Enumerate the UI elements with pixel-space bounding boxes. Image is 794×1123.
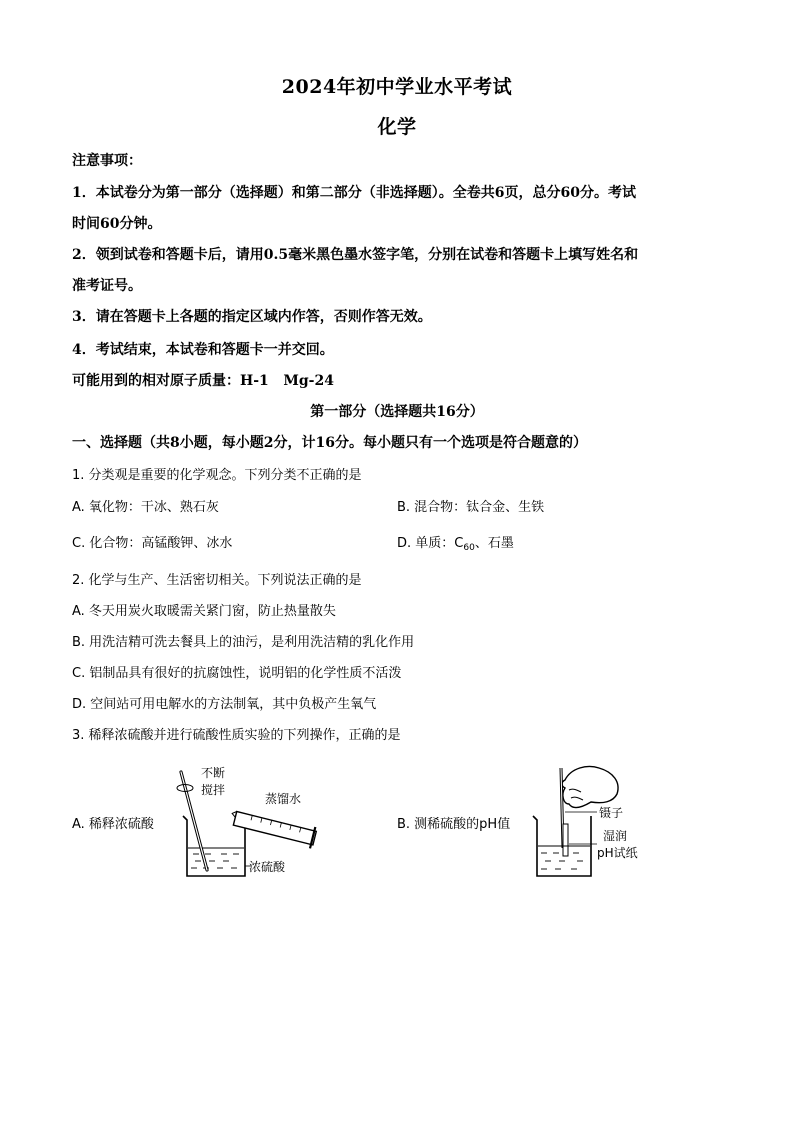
label-stir-1: 不断 bbox=[201, 766, 226, 780]
q2-option-c[interactable]: C. 铝制品具有很好的抗腐蚀性，说明铝的化学性质不活泼 bbox=[72, 666, 402, 681]
ph-paper bbox=[563, 824, 568, 856]
q1-option-d-subscript: 60 bbox=[463, 543, 475, 553]
label-wet: 湿润 bbox=[603, 829, 628, 843]
q3-option-b[interactable]: B. 测稀硫酸的pH值 bbox=[397, 817, 511, 832]
label-stir-2: 搅拌 bbox=[201, 783, 226, 797]
section-heading: 一、选择题（共8小题，每小题2分，计16分。每小题只有一个选项是符合题意的） bbox=[72, 435, 587, 451]
ph-figure bbox=[525, 760, 675, 885]
question-2-stem: 2. 化学与生产、生活密切相关。下列说法正确的是 bbox=[72, 573, 362, 588]
notice-heading: 注意事项： bbox=[72, 153, 142, 169]
q1-option-a[interactable]: A. 氧化物：干冰、熟石灰 bbox=[72, 500, 219, 515]
dilution-figure bbox=[165, 758, 330, 883]
graduated-cylinder bbox=[229, 807, 318, 849]
q2-option-d[interactable]: D. 空间站可用电解水的方法制氧，其中负极产生氧气 bbox=[72, 697, 377, 712]
liquid-hatching-b bbox=[541, 853, 583, 869]
notice-line-3: 2．领到试卷和答题卡后，请用0.5毫米黑色墨水签字笔，分别在试卷和答题卡上填写姓名和 bbox=[72, 247, 639, 263]
q3-option-a[interactable]: A. 稀释浓硫酸 bbox=[72, 817, 154, 832]
notice-line-2: 时间60分钟。 bbox=[72, 216, 162, 232]
liquid-hatching bbox=[191, 854, 239, 868]
q2-option-a[interactable]: A. 冬天用炭火取暖需关紧门窗，防止热量散失 bbox=[72, 604, 336, 619]
label-paper: pH试纸 bbox=[597, 846, 638, 860]
exam-title: 2024年初中学业水平考试 bbox=[281, 76, 513, 98]
label-acid: 浓硫酸 bbox=[249, 860, 286, 874]
q1-option-c[interactable]: C. 化合物：高锰酸钾、冰水 bbox=[72, 536, 233, 551]
label-water: 蒸馏水 bbox=[265, 792, 302, 806]
q1-option-d-prefix: D. 单质：C bbox=[397, 536, 464, 551]
label-tweezers: 镊子 bbox=[599, 806, 624, 820]
notice-line-5: 3．请在答题卡上各题的指定区域内作答，否则作答无效。 bbox=[72, 309, 432, 325]
question-1-stem: 1. 分类观是重要的化学观念。下列分类不正确的是 bbox=[72, 468, 362, 483]
notice-line-1: 1．本试卷分为第一部分（选择题）和第二部分（非选择题）。全卷共6页，总分60分。考试 bbox=[72, 185, 636, 201]
notice-line-4: 准考证号。 bbox=[72, 278, 142, 294]
notice-line-6: 4．考试结束，本试卷和答题卡一并交回。 bbox=[72, 342, 334, 358]
q1-option-d-suffix: 、石墨 bbox=[474, 536, 514, 551]
question-3-stem: 3. 稀释浓硫酸并进行硫酸性质实验的下列操作，正确的是 bbox=[72, 728, 401, 743]
atomic-mass: 可能用到的相对原子质量：H-1 Mg-24 bbox=[72, 373, 334, 389]
q1-option-d[interactable] bbox=[397, 532, 514, 553]
part1-title: 第一部分（选择题共16分） bbox=[310, 404, 484, 420]
q2-option-b[interactable]: B. 用洗洁精可洗去餐具上的油污，是利用洗洁精的乳化作用 bbox=[72, 635, 415, 650]
q1-option-b[interactable]: B. 混合物：钛合金、生铁 bbox=[397, 500, 545, 515]
hand-icon bbox=[562, 767, 618, 808]
subject-title: 化学 bbox=[377, 116, 417, 138]
